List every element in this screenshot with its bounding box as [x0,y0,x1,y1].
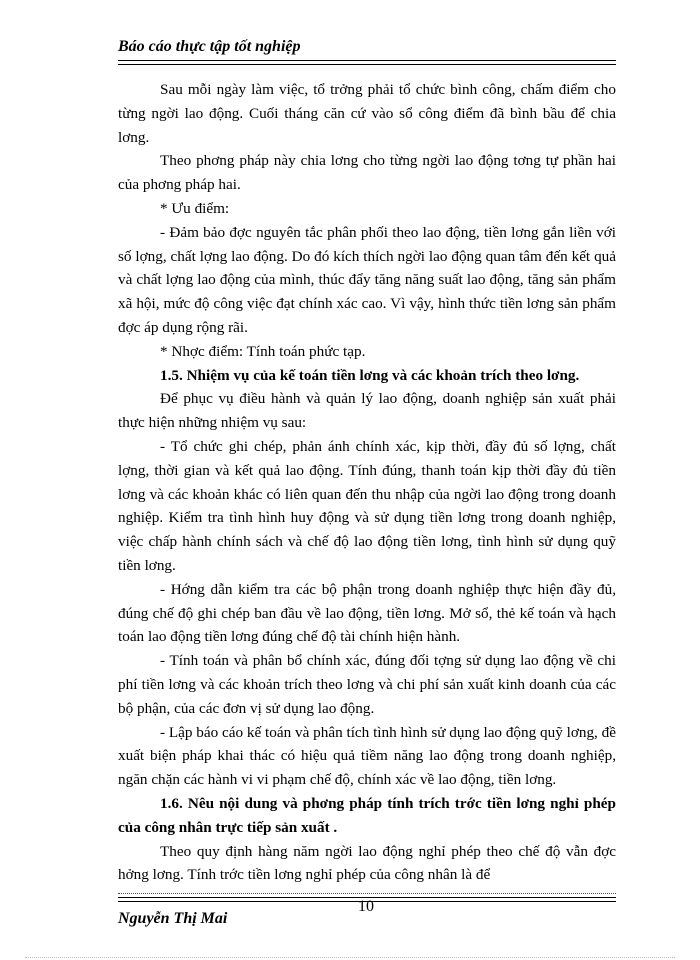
footer-author: Nguyễn Thị Mai [118,910,228,927]
paragraph: - Đảm bảo đợc nguyên tắc phân phối theo lao động, tiền lơng gắn liền với số lợng, chất lợng lao động. Do đó kích thích ngời lao động quan tâm đến kết quả và chất lợng lao động của mình, thúc đẩy tăng năng suất lao động, tăng sản phẩm xã hội, mức độ công việc đạt chính xác cao. Vì vậy, hình thức tiền lơng sản phẩm đợc áp dụng rộng rãi. [118,223,616,336]
document-body [118,78,616,887]
section-heading-1-5: 1.5. Nhiệm vụ của kế toán tiền lơng và các khoản trích theo lơng. [160,366,580,384]
section-heading-1-6: 1.6. Nêu nội dung và phơng pháp tính trích trớc tiền lơng nghỉ phép của công nhân trực tiếp sản xuất . [118,794,616,836]
paragraph: - Hớng dẫn kiểm tra các bộ phận trong doanh nghiệp thực hiện đầy đủ, đúng chế độ ghi chép ban đầu về lao động, tiền lơng. Mở sổ, thẻ kế toán và hạch toán lao động tiền lơng đúng chế độ tài chính hiện hành. [118,580,616,646]
paragraph: Theo quy định hàng năm ngời lao động nghỉ phép theo chế độ vẫn đợc hởng lơng. Tính trớc tiền lơng nghỉ phép của công nhân là để [118,842,616,884]
paragraph: - Tính toán và phân bổ chính xác, đúng đối tợng sử dụng lao động về chi phí tiền lơng và các khoản trích theo lơng và chi phí sản xuất kinh doanh của các bộ phận, của các đơn vị sử dụng lao động. [118,652,616,717]
paragraph: Theo phơng pháp này chia lơng cho từng ngời lao động tơng tự phần hai của phơng pháp hai. [118,152,616,194]
page-bottom-dotted-line [25,957,675,958]
page-number: 10 [358,898,374,915]
advantages-label: * Ưu điểm: [160,199,230,217]
page-header-title: Báo cáo thực tập tốt nghiệp [118,38,301,55]
paragraph: - Lập báo cáo kế toán và phân tích tình hình sử dụng lao động quỹ lơng, đề xuất biện pháp khai thác có hiệu quả tiềm năng lao động trong doanh nghiệp, ngăn chặn các hành vi vi phạm chế độ, chính xác về lao động, tiền lơng. [118,723,616,789]
footer-dotted-rule [118,893,616,894]
paragraph: - Tổ chức ghi chép, phản ánh chính xác, kịp thời, đầy đủ số lợng, chất lợng, thời gian và kết quả lao động. Tính đúng, thanh toán kịp thời đầy đủ tiền lơng và các khoản khác có liên quan đến thu nhập của ngời lao động trong doanh nghiệp. Kiểm tra tình hình huy động và sử dụng tiền lơng trong doanh nghiệp, việc chấp hành chính sách và chế độ lao động tiền lơng, tình hình sử dụng quỹ tiền lơng. [118,437,616,574]
disadvantages-label: * Nhợc điểm: Tính toán phức tạp. [160,342,366,360]
paragraph: Để phục vụ điều hành và quản lý lao động, doanh nghiệp sản xuất phải thực hiện những nhiệm vụ sau: [118,390,616,432]
header-rule [118,60,616,65]
paragraph: Sau mỗi ngày làm việc, tổ trởng phải tổ chức bình công, chấm điểm cho từng ngời lao động. Cuối tháng căn cứ vào sổ công điểm đã bình bầu để chia lơng. [118,81,616,146]
